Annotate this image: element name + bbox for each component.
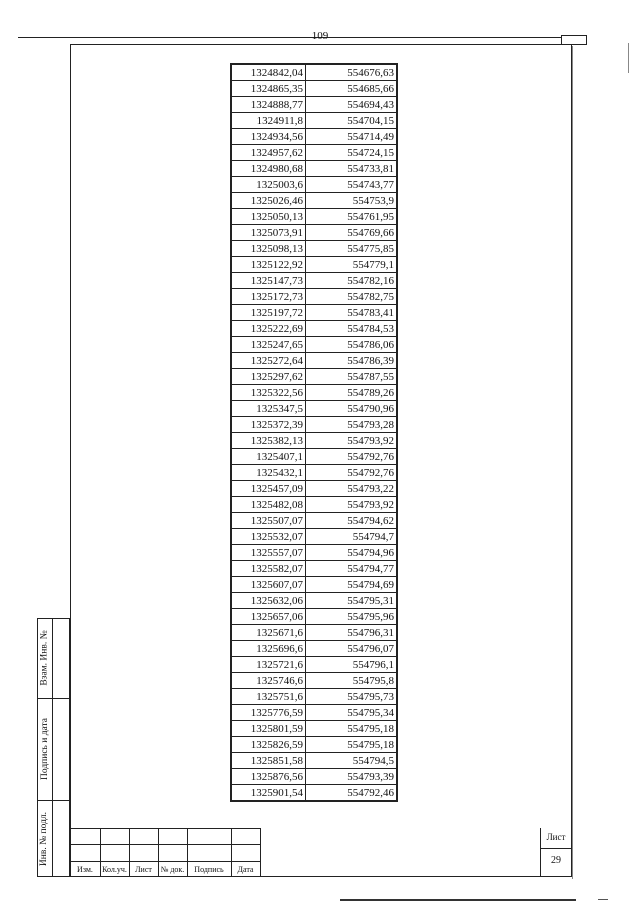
coordinate-x-cell: 1325073,91: [231, 225, 306, 241]
coordinate-y-cell: 554796,07: [306, 641, 398, 657]
coordinate-x-cell: 1325457,09: [231, 481, 306, 497]
coordinate-y-cell: 554795,31: [306, 593, 398, 609]
coordinate-y-cell: 554786,39: [306, 353, 398, 369]
coordinate-y-cell: 554792,46: [306, 785, 398, 802]
coordinate-x-cell: 1325876,56: [231, 769, 306, 785]
sheet-label: Лист: [546, 832, 566, 842]
page-number: 109: [311, 30, 329, 42]
coordinate-x-cell: 1325122,92: [231, 257, 306, 273]
coordinate-x-cell: 1325297,62: [231, 369, 306, 385]
coordinate-x-cell: 1325721,6: [231, 657, 306, 673]
title-block: [70, 828, 572, 877]
coordinate-y-cell: 554790,96: [306, 401, 398, 417]
coordinate-x-cell: 1325582,07: [231, 561, 306, 577]
coordinate-x-cell: 1325507,07: [231, 513, 306, 529]
coordinate-y-cell: 554782,75: [306, 289, 398, 305]
coordinate-x-cell: 1325003,6: [231, 177, 306, 193]
col-date-label: Дата: [237, 865, 254, 874]
col-kol-uch-label: Кол.уч.: [102, 865, 127, 874]
side-label-inv-swap: Взам. Инв. №: [39, 630, 50, 686]
coordinate-x-cell: 1325050,13: [231, 209, 306, 225]
coordinate-y-cell: 554795,96: [306, 609, 398, 625]
coordinate-x-cell: 1325026,46: [231, 193, 306, 209]
table-row: [231, 273, 397, 289]
coordinate-x-cell: 1324957,62: [231, 145, 306, 161]
side-label-sign-date: Подпись и дата: [39, 717, 50, 781]
coordinate-x-cell: 1325222,69: [231, 321, 306, 337]
table-row: [231, 769, 397, 785]
coordinate-x-cell: 1325851,58: [231, 753, 306, 769]
side-label-inv-orig: Инв. № подл.: [39, 811, 50, 866]
coordinate-y-cell: 554794,69: [306, 577, 398, 593]
table-row: [231, 417, 397, 433]
coordinate-y-cell: 554743,77: [306, 177, 398, 193]
coordinate-y-cell: 554794,77: [306, 561, 398, 577]
coordinate-x-cell: 1325247,65: [231, 337, 306, 353]
coordinate-x-cell: 1325382,13: [231, 433, 306, 449]
coordinate-x-cell: 1325657,06: [231, 609, 306, 625]
col-doc-no-label: № док.: [160, 865, 185, 874]
table-row: [231, 449, 397, 465]
table-row: [231, 753, 397, 769]
side-stamp-column-divider: [52, 618, 53, 877]
coordinate-x-cell: 1325272,64: [231, 353, 306, 369]
table-row: [231, 305, 397, 321]
table-row: [231, 721, 397, 737]
coordinate-y-cell: 554793,22: [306, 481, 398, 497]
coordinate-y-cell: 554784,53: [306, 321, 398, 337]
coordinate-y-cell: 554794,96: [306, 545, 398, 561]
coordinate-y-cell: 554787,55: [306, 369, 398, 385]
coordinate-x-cell: 1324842,04: [231, 64, 306, 81]
table-row: [231, 241, 397, 257]
coordinate-x-cell: 1325482,08: [231, 497, 306, 513]
title-block-rule: [540, 848, 572, 849]
coordinate-x-cell: 1324888,77: [231, 97, 306, 113]
coordinate-y-cell: 554793,92: [306, 497, 398, 513]
table-row: [231, 673, 397, 689]
table-row: [231, 641, 397, 657]
coordinate-y-cell: 554794,7: [306, 529, 398, 545]
frame-shadow: [572, 46, 573, 879]
table-row: [231, 529, 397, 545]
coordinate-y-cell: 554794,62: [306, 513, 398, 529]
coordinate-y-cell: 554796,31: [306, 625, 398, 641]
table-row: [231, 177, 397, 193]
table-row: [231, 785, 397, 802]
scan-mark: [628, 43, 629, 73]
table-row: [231, 161, 397, 177]
coordinate-x-cell: 1325532,07: [231, 529, 306, 545]
table-row: [231, 337, 397, 353]
table-row: [231, 353, 397, 369]
side-label-sign-date-cell: [37, 698, 52, 800]
coordinate-y-cell: 554793,39: [306, 769, 398, 785]
coordinate-y-cell: 554792,76: [306, 449, 398, 465]
coordinate-x-cell: 1324980,68: [231, 161, 306, 177]
coordinate-x-cell: 1325746,6: [231, 673, 306, 689]
coordinate-x-cell: 1325372,39: [231, 417, 306, 433]
coordinate-x-cell: 1325826,59: [231, 737, 306, 753]
table-row: [231, 577, 397, 593]
top-rule: [18, 37, 561, 38]
coordinate-x-cell: 1325901,54: [231, 785, 306, 802]
coordinate-y-cell: 554775,85: [306, 241, 398, 257]
table-row: [231, 81, 397, 97]
coordinate-x-cell: 1325607,07: [231, 577, 306, 593]
table-row: [231, 289, 397, 305]
coordinate-y-cell: 554714,49: [306, 129, 398, 145]
table-row: [231, 561, 397, 577]
table-row: [231, 97, 397, 113]
title-block-col-divider: [260, 828, 261, 877]
sheet-number: 29: [551, 855, 561, 866]
col-signature-label: Подпись: [194, 865, 224, 874]
table-row: [231, 385, 397, 401]
side-label-inv-orig-cell: [37, 800, 52, 877]
table-row: [231, 321, 397, 337]
coordinates-table: [230, 63, 398, 802]
coordinate-x-cell: 1325751,6: [231, 689, 306, 705]
coordinate-x-cell: 1325197,72: [231, 305, 306, 321]
coordinate-y-cell: 554794,5: [306, 753, 398, 769]
table-row: [231, 401, 397, 417]
coordinate-y-cell: 554783,41: [306, 305, 398, 321]
coordinate-x-cell: 1325696,6: [231, 641, 306, 657]
bottom-rule: [598, 899, 608, 900]
coordinate-y-cell: 554796,1: [306, 657, 398, 673]
coordinate-x-cell: 1324911,8: [231, 113, 306, 129]
table-row: [231, 545, 397, 561]
coordinate-x-cell: 1325147,73: [231, 273, 306, 289]
coordinate-x-cell: 1325407,1: [231, 449, 306, 465]
table-row: [231, 257, 397, 273]
coordinate-x-cell: 1325347,5: [231, 401, 306, 417]
table-row: [231, 465, 397, 481]
coordinate-y-cell: 554795,18: [306, 721, 398, 737]
coordinate-y-cell: 554792,76: [306, 465, 398, 481]
coordinate-y-cell: 554786,06: [306, 337, 398, 353]
coordinate-x-cell: 1325776,59: [231, 705, 306, 721]
table-row: [231, 737, 397, 753]
table-row: [231, 209, 397, 225]
coordinate-y-cell: 554676,63: [306, 64, 398, 81]
table-row: [231, 145, 397, 161]
coordinate-x-cell: 1324934,56: [231, 129, 306, 145]
table-row: [231, 513, 397, 529]
table-row: [231, 129, 397, 145]
table-row: [231, 497, 397, 513]
table-row: [231, 193, 397, 209]
coordinate-y-cell: 554753,9: [306, 193, 398, 209]
table-row: [231, 225, 397, 241]
table-row: [231, 593, 397, 609]
coordinate-x-cell: 1325671,6: [231, 625, 306, 641]
table-row: [231, 433, 397, 449]
coordinate-y-cell: 554685,66: [306, 81, 398, 97]
col-list-label: Лист: [135, 865, 152, 874]
col-izm-label: Изм.: [77, 865, 93, 874]
coordinate-x-cell: 1324865,35: [231, 81, 306, 97]
coordinate-x-cell: 1325098,13: [231, 241, 306, 257]
coordinate-y-cell: 554795,8: [306, 673, 398, 689]
coordinate-y-cell: 554779,1: [306, 257, 398, 273]
table-row: [231, 609, 397, 625]
bottom-rule: [340, 899, 576, 901]
coordinate-y-cell: 554793,92: [306, 433, 398, 449]
coordinate-x-cell: 1325557,07: [231, 545, 306, 561]
table-row: [231, 113, 397, 129]
coordinate-y-cell: 554795,34: [306, 705, 398, 721]
coordinate-x-cell: 1325432,1: [231, 465, 306, 481]
coordinate-y-cell: 554733,81: [306, 161, 398, 177]
coordinate-y-cell: 554694,43: [306, 97, 398, 113]
coordinate-x-cell: 1325801,59: [231, 721, 306, 737]
coordinate-y-cell: 554789,26: [306, 385, 398, 401]
table-row: [231, 705, 397, 721]
coordinate-y-cell: 554761,95: [306, 209, 398, 225]
coordinate-x-cell: 1325632,06: [231, 593, 306, 609]
coordinate-y-cell: 554704,15: [306, 113, 398, 129]
table-row: [231, 64, 397, 81]
coordinates-table-body: [231, 64, 397, 801]
coordinate-y-cell: 554724,15: [306, 145, 398, 161]
table-row: [231, 369, 397, 385]
table-row: [231, 625, 397, 641]
coordinate-y-cell: 554795,18: [306, 737, 398, 753]
side-label-inv-swap-cell: [37, 618, 52, 698]
coordinate-y-cell: 554782,16: [306, 273, 398, 289]
coordinate-y-cell: 554793,28: [306, 417, 398, 433]
table-row: [231, 481, 397, 497]
table-row: [231, 689, 397, 705]
coordinate-x-cell: 1325322,56: [231, 385, 306, 401]
table-row: [231, 657, 397, 673]
coordinate-y-cell: 554795,73: [306, 689, 398, 705]
coordinate-y-cell: 554769,66: [306, 225, 398, 241]
coordinate-x-cell: 1325172,73: [231, 289, 306, 305]
